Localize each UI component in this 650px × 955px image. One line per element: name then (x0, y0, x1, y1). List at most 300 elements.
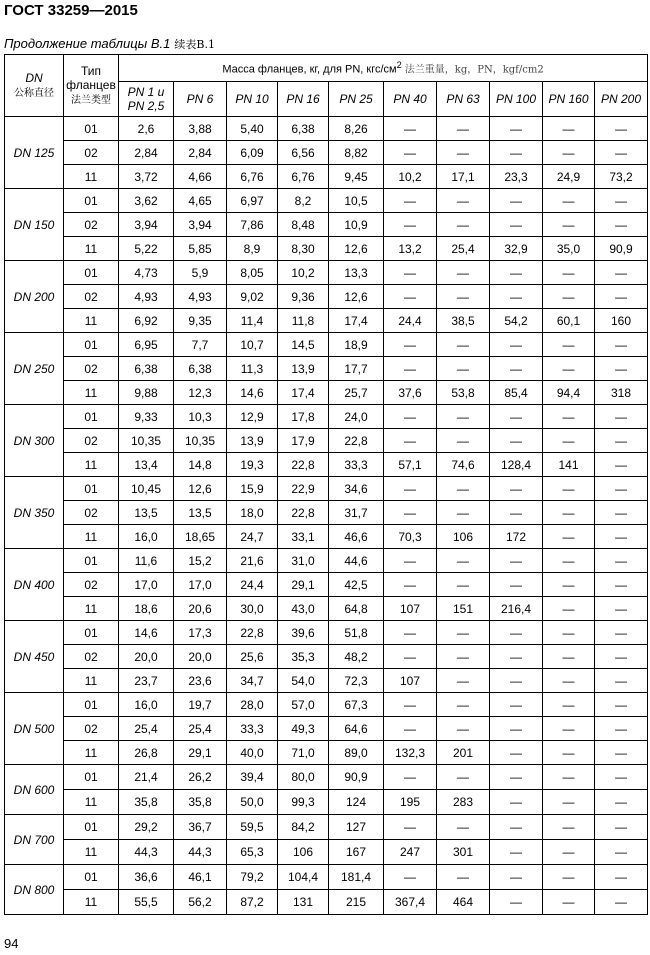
mass-value-cell: 55,5 (119, 890, 174, 915)
table-row (5, 645, 648, 669)
mass-value-cell: — (490, 890, 543, 915)
flange-type-cell: 02 (64, 213, 119, 237)
dn-group (5, 333, 648, 405)
mass-value-cell: — (384, 765, 437, 790)
mass-value-cell: — (595, 429, 648, 453)
flange-type-cell: 02 (64, 573, 119, 597)
mass-header (119, 55, 648, 82)
caption-zh: 续表B.1 (174, 38, 215, 51)
mass-value-cell: 94,4 (543, 381, 595, 405)
dn-label: DN 150 (13, 217, 55, 232)
mass-value-cell: — (595, 815, 648, 840)
mass-value-cell: — (595, 790, 648, 815)
flange-type-cell: 01 (64, 261, 119, 285)
mass-value-cell: — (437, 405, 490, 429)
table-row (5, 765, 648, 790)
mass-value-cell: — (543, 477, 595, 501)
mass-value-cell: — (490, 765, 543, 790)
mass-value-cell: 7,7 (174, 333, 227, 357)
mass-value-cell: 59,5 (227, 815, 278, 840)
pn-header-cell (278, 82, 329, 117)
mass-value-cell: 107 (384, 669, 437, 693)
flange-type-cell: 01 (64, 477, 119, 501)
mass-value-cell: 24,9 (543, 165, 595, 189)
pn-header-label: PN 16 (286, 92, 320, 106)
mass-value-cell: 18,0 (227, 501, 278, 525)
mass-value-cell: 127 (329, 815, 384, 840)
mass-value-cell: — (384, 429, 437, 453)
mass-value-cell: 6,97 (227, 189, 278, 213)
mass-value-cell: 4,73 (119, 261, 174, 285)
dn-group (5, 765, 648, 815)
mass-value-cell: 23,7 (119, 669, 174, 693)
mass-value-cell: — (490, 117, 543, 141)
mass-value-cell: 11,4 (227, 309, 278, 333)
mass-value-cell: 29,2 (119, 815, 174, 840)
mass-value-cell: 3,72 (119, 165, 174, 189)
mass-header-label: Масса фланцев, кг, для PN, кгс/см (222, 63, 397, 76)
mass-value-cell: 22,8 (278, 453, 329, 477)
mass-value-cell: — (490, 477, 543, 501)
mass-value-cell: 11,6 (119, 549, 174, 573)
dn-group (5, 865, 648, 915)
mass-value-cell: 283 (437, 790, 490, 815)
flange-type-cell: 02 (64, 501, 119, 525)
mass-value-cell: 10,35 (174, 429, 227, 453)
mass-value-cell: — (490, 865, 543, 890)
mass-value-cell: 36,6 (119, 865, 174, 890)
flange-type-cell: 01 (64, 815, 119, 840)
caption-ru: Продолжение таблицы В.1 (4, 36, 171, 51)
mass-value-cell: 3,94 (174, 213, 227, 237)
mass-value-cell: — (384, 213, 437, 237)
mass-value-cell: 54,2 (490, 309, 543, 333)
mass-value-cell: 216,4 (490, 597, 543, 621)
mass-value-cell: 151 (437, 597, 490, 621)
table-row (5, 333, 648, 357)
mass-value-cell: 21,4 (119, 765, 174, 790)
mass-value-cell: 12,6 (174, 477, 227, 501)
mass-value-cell: — (437, 189, 490, 213)
table-row (5, 501, 648, 525)
mass-value-cell: 6,76 (227, 165, 278, 189)
mass-value-cell: — (437, 117, 490, 141)
table-row (5, 213, 648, 237)
mass-value-cell: — (595, 717, 648, 741)
mass-value-cell: 31,7 (329, 501, 384, 525)
mass-value-cell: — (490, 501, 543, 525)
table-row (5, 890, 648, 915)
mass-value-cell: 35,8 (119, 790, 174, 815)
mass-value-cell: 172 (490, 525, 543, 549)
mass-value-cell: 39,6 (278, 621, 329, 645)
table-row (5, 621, 648, 645)
dn-cell (5, 405, 64, 477)
mass-value-cell: 14,8 (174, 453, 227, 477)
dn-header-label: DN (25, 70, 43, 85)
mass-value-cell: 10,3 (174, 405, 227, 429)
mass-value-cell: — (490, 840, 543, 865)
dn-group (5, 549, 648, 621)
flange-type-cell: 01 (64, 549, 119, 573)
mass-value-cell: — (490, 621, 543, 645)
mass-value-cell: 6,09 (227, 141, 278, 165)
dn-label: DN 450 (13, 649, 55, 664)
mass-header-sup: 2 (396, 60, 402, 71)
mass-value-cell: — (543, 357, 595, 381)
mass-value-cell: 26,2 (174, 765, 227, 790)
table-row (5, 525, 648, 549)
mass-value-cell: 26,8 (119, 741, 174, 765)
pn-header-label: PN 200 (601, 92, 642, 106)
mass-value-cell: 64,6 (329, 717, 384, 741)
mass-value-cell: — (384, 693, 437, 717)
mass-value-cell: 367,4 (384, 890, 437, 915)
mass-value-cell: 51,8 (329, 621, 384, 645)
mass-value-cell: — (543, 645, 595, 669)
mass-value-cell: 22,8 (329, 429, 384, 453)
mass-value-cell: 18,65 (174, 525, 227, 549)
mass-value-cell: — (437, 717, 490, 741)
mass-value-cell: 10,7 (227, 333, 278, 357)
mass-value-cell: — (384, 717, 437, 741)
table-row (5, 453, 648, 477)
dn-cell (5, 765, 64, 815)
table-row (5, 429, 648, 453)
pn-header-label: PN 100 (495, 92, 537, 106)
mass-value-cell: 40,0 (227, 741, 278, 765)
mass-value-cell: — (384, 117, 437, 141)
mass-value-cell: — (490, 357, 543, 381)
pn-header-label: PN 63 (446, 92, 480, 106)
flange-type-cell: 02 (64, 645, 119, 669)
mass-value-cell: 11,3 (227, 357, 278, 381)
flange-type-cell: 11 (64, 309, 119, 333)
mass-value-cell: — (437, 573, 490, 597)
flange-type-cell: 01 (64, 189, 119, 213)
mass-value-cell: — (543, 717, 595, 741)
mass-value-cell: 13,9 (278, 357, 329, 381)
mass-value-cell: 11,8 (278, 309, 329, 333)
mass-value-cell: 6,92 (119, 309, 174, 333)
mass-value-cell: — (490, 141, 543, 165)
mass-value-cell: 29,1 (174, 741, 227, 765)
flange-type-cell: 01 (64, 693, 119, 717)
dn-cell (5, 189, 64, 261)
mass-value-cell: 30,0 (227, 597, 278, 621)
mass-value-cell: 12,9 (227, 405, 278, 429)
mass-value-cell: 70,3 (384, 525, 437, 549)
mass-value-cell: — (437, 357, 490, 381)
mass-value-cell: — (490, 429, 543, 453)
mass-value-cell: 25,6 (227, 645, 278, 669)
dn-label: DN 125 (13, 145, 55, 160)
mass-value-cell: — (543, 840, 595, 865)
mass-value-cell: 25,7 (329, 381, 384, 405)
mass-value-cell: 13,3 (329, 261, 384, 285)
mass-value-cell: — (384, 189, 437, 213)
mass-value-cell: 25,4 (174, 717, 227, 741)
dn-header-zh: 公称直径 (14, 87, 54, 99)
table-row (5, 790, 648, 815)
dn-cell (5, 815, 64, 865)
mass-value-cell: 57,1 (384, 453, 437, 477)
dn-group (5, 693, 648, 765)
mass-value-cell: 32,9 (490, 237, 543, 261)
table-row (5, 165, 648, 189)
mass-value-cell: 24,7 (227, 525, 278, 549)
mass-value-cell: 24,0 (329, 405, 384, 429)
mass-value-cell: 13,9 (227, 429, 278, 453)
mass-value-cell: 44,3 (174, 840, 227, 865)
mass-value-cell: 106 (437, 525, 490, 549)
pn-header-cell (329, 82, 384, 117)
mass-value-cell: 21,6 (227, 549, 278, 573)
mass-value-cell: 4,93 (174, 285, 227, 309)
mass-value-cell: — (490, 693, 543, 717)
flange-type-cell: 02 (64, 717, 119, 741)
mass-value-cell: — (490, 645, 543, 669)
mass-value-cell: 17,9 (278, 429, 329, 453)
mass-value-cell: 215 (329, 890, 384, 915)
mass-value-cell: 10,2 (384, 165, 437, 189)
mass-value-cell: — (543, 865, 595, 890)
mass-value-cell: — (595, 333, 648, 357)
mass-value-cell: 53,8 (437, 381, 490, 405)
dn-group (5, 189, 648, 261)
mass-value-cell: — (384, 333, 437, 357)
mass-value-cell: 15,2 (174, 549, 227, 573)
table-row (5, 141, 648, 165)
flange-type-cell: 11 (64, 381, 119, 405)
mass-value-cell: 8,9 (227, 237, 278, 261)
mass-value-cell: 8,82 (329, 141, 384, 165)
mass-value-cell: 181,4 (329, 865, 384, 890)
dn-label: DN 250 (13, 361, 55, 376)
mass-value-cell: — (490, 189, 543, 213)
mass-value-cell: 39,4 (227, 765, 278, 790)
mass-value-cell: 43,0 (278, 597, 329, 621)
mass-value-cell: — (490, 741, 543, 765)
mass-value-cell: — (543, 501, 595, 525)
mass-value-cell: — (543, 549, 595, 573)
mass-value-cell: 14,6 (119, 621, 174, 645)
flange-type-cell: 11 (64, 890, 119, 915)
mass-value-cell: — (437, 645, 490, 669)
mass-value-cell: 6,56 (278, 141, 329, 165)
mass-value-cell: 132,3 (384, 741, 437, 765)
mass-value-cell: 24,4 (384, 309, 437, 333)
mass-value-cell: 9,88 (119, 381, 174, 405)
mass-value-cell: 99,3 (278, 790, 329, 815)
mass-value-cell: — (595, 549, 648, 573)
mass-value-cell: 10,9 (329, 213, 384, 237)
mass-value-cell: 3,88 (174, 117, 227, 141)
mass-value-cell: — (595, 840, 648, 865)
mass-value-cell: — (543, 405, 595, 429)
mass-value-cell: 18,9 (329, 333, 384, 357)
mass-value-cell: — (437, 285, 490, 309)
mass-value-cell: 35,0 (543, 237, 595, 261)
dn-group (5, 261, 648, 333)
table-header (5, 55, 648, 117)
mass-value-cell: — (490, 815, 543, 840)
dn-group (5, 477, 648, 549)
mass-value-cell: 2,84 (119, 141, 174, 165)
flange-type-cell: 02 (64, 285, 119, 309)
table-row (5, 693, 648, 717)
mass-value-cell: 73,2 (595, 165, 648, 189)
table-row (5, 309, 648, 333)
table-row (5, 597, 648, 621)
mass-value-cell: — (384, 865, 437, 890)
mass-value-cell: — (543, 333, 595, 357)
table-row (5, 741, 648, 765)
flange-type-cell: 02 (64, 357, 119, 381)
mass-value-cell: 247 (384, 840, 437, 865)
pn-header-label: PN 6 (186, 92, 214, 106)
mass-value-cell: 29,1 (278, 573, 329, 597)
mass-value-cell: 4,66 (174, 165, 227, 189)
mass-value-cell: 4,65 (174, 189, 227, 213)
dn-cell (5, 865, 64, 915)
mass-value-cell: — (543, 141, 595, 165)
mass-value-cell: — (543, 117, 595, 141)
mass-value-cell: — (490, 333, 543, 357)
mass-value-cell: 10,35 (119, 429, 174, 453)
mass-value-cell: 34,7 (227, 669, 278, 693)
mass-value-cell: — (384, 549, 437, 573)
mass-value-cell: — (543, 790, 595, 815)
mass-value-cell: 195 (384, 790, 437, 815)
mass-value-cell: 33,1 (278, 525, 329, 549)
mass-value-cell: — (437, 333, 490, 357)
mass-value-cell: — (595, 189, 648, 213)
mass-value-cell: 9,35 (174, 309, 227, 333)
flange-type-cell: 02 (64, 141, 119, 165)
mass-value-cell: — (595, 693, 648, 717)
mass-value-cell: 37,6 (384, 381, 437, 405)
mass-value-cell: — (437, 429, 490, 453)
mass-value-cell: 34,6 (329, 477, 384, 501)
mass-value-cell: 5,9 (174, 261, 227, 285)
mass-value-cell: — (595, 525, 648, 549)
mass-value-cell: — (595, 741, 648, 765)
mass-value-cell: 36,7 (174, 815, 227, 840)
mass-value-cell: — (595, 141, 648, 165)
table-continuation-caption (4, 36, 215, 52)
table-row (5, 573, 648, 597)
mass-value-cell: 9,45 (329, 165, 384, 189)
mass-value-cell: 12,3 (174, 381, 227, 405)
mass-value-cell: — (437, 693, 490, 717)
dn-label: DN 800 (13, 882, 55, 897)
pn-header-first-b: PN 2,5 (127, 99, 165, 113)
mass-value-cell: 4,93 (119, 285, 174, 309)
mass-value-cell: — (384, 573, 437, 597)
flange-type-cell: 01 (64, 405, 119, 429)
mass-value-cell: — (437, 141, 490, 165)
mass-value-cell: — (543, 815, 595, 840)
mass-value-cell: 38,5 (437, 309, 490, 333)
mass-value-cell: — (384, 477, 437, 501)
mass-value-cell: 201 (437, 741, 490, 765)
mass-value-cell: — (543, 285, 595, 309)
mass-value-cell: 25,4 (119, 717, 174, 741)
mass-value-cell: — (384, 405, 437, 429)
mass-value-cell: 2,6 (119, 117, 174, 141)
mass-value-cell: 14,5 (278, 333, 329, 357)
mass-value-cell: 301 (437, 840, 490, 865)
mass-value-cell: 84,2 (278, 815, 329, 840)
mass-value-cell: 464 (437, 890, 490, 915)
mass-value-cell: 14,6 (227, 381, 278, 405)
mass-value-cell: 8,2 (278, 189, 329, 213)
mass-value-cell: — (595, 865, 648, 890)
pn-header-first-a: PN 1 и (127, 85, 165, 99)
mass-value-cell: — (384, 645, 437, 669)
pn-header-cell (595, 82, 648, 117)
mass-value-cell: 22,9 (278, 477, 329, 501)
mass-value-cell: 19,3 (227, 453, 278, 477)
mass-value-cell: 13,4 (119, 453, 174, 477)
mass-value-cell: 8,05 (227, 261, 278, 285)
mass-value-cell: 17,4 (329, 309, 384, 333)
mass-value-cell: — (384, 815, 437, 840)
mass-value-cell: — (595, 117, 648, 141)
mass-value-cell: 9,36 (278, 285, 329, 309)
flange-type-cell: 11 (64, 669, 119, 693)
mass-value-cell: — (490, 669, 543, 693)
mass-value-cell: 85,4 (490, 381, 543, 405)
dn-group (5, 405, 648, 477)
flange-type-cell: 01 (64, 621, 119, 645)
mass-value-cell: — (437, 549, 490, 573)
mass-value-cell: 56,2 (174, 890, 227, 915)
flange-type-cell: 01 (64, 117, 119, 141)
pn-header-label: PN 25 (339, 92, 373, 106)
mass-value-cell: 50,0 (227, 790, 278, 815)
mass-value-cell: 80,0 (278, 765, 329, 790)
pn-header-cell (543, 82, 595, 117)
table-row (5, 717, 648, 741)
table-row (5, 261, 648, 285)
table-row (5, 285, 648, 309)
dn-cell (5, 117, 64, 189)
mass-value-cell: — (384, 285, 437, 309)
table-row (5, 357, 648, 381)
mass-value-cell: 17,1 (437, 165, 490, 189)
mass-value-cell: 72,3 (329, 669, 384, 693)
mass-value-cell: — (543, 573, 595, 597)
flange-type-cell: 01 (64, 865, 119, 890)
mass-value-cell: 16,0 (119, 693, 174, 717)
mass-value-cell: 17,7 (329, 357, 384, 381)
mass-value-cell: 22,8 (278, 501, 329, 525)
table-row (5, 381, 648, 405)
mass-value-cell: 23,3 (490, 165, 543, 189)
mass-value-cell: — (543, 693, 595, 717)
dn-header (5, 55, 64, 117)
mass-value-cell: 71,0 (278, 741, 329, 765)
mass-value-cell: 89,0 (329, 741, 384, 765)
mass-value-cell: 87,2 (227, 890, 278, 915)
mass-value-cell: — (437, 213, 490, 237)
mass-value-cell: 10,45 (119, 477, 174, 501)
mass-value-cell: 10,2 (278, 261, 329, 285)
mass-value-cell: — (437, 815, 490, 840)
mass-value-cell: 22,8 (227, 621, 278, 645)
